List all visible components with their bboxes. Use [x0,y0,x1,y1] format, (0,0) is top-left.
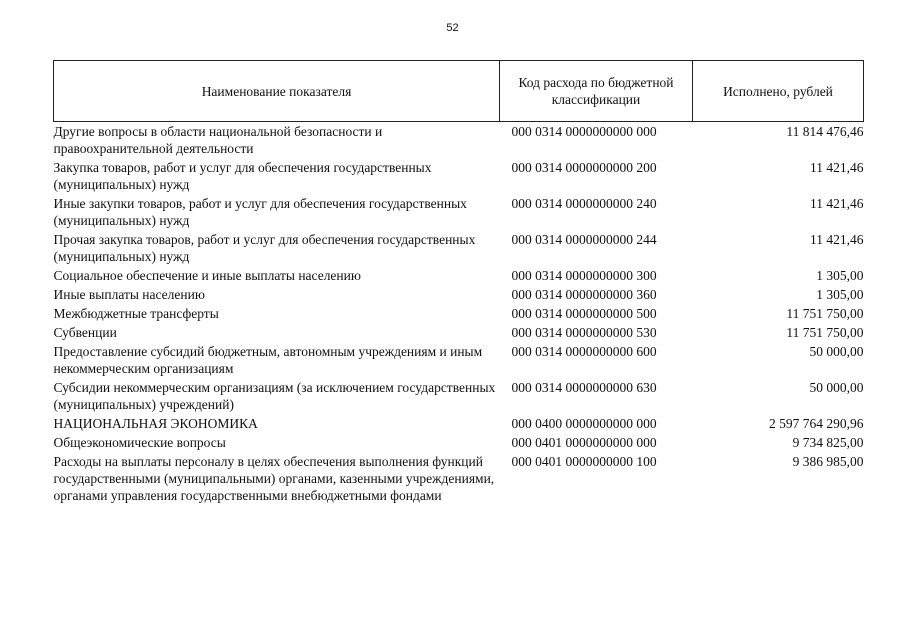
row-amount: 1 305,00 [816,287,864,302]
row-code: 000 0401 0000000000 000 [511,435,657,450]
row-code: 000 0314 0000000000 360 [511,287,657,302]
table-row [54,195,864,231]
row-amount: 11 421,46 [810,196,864,211]
row-amount: 11 751 750,00 [786,325,864,340]
header-row [54,61,864,122]
row-amount: 2 597 764 290,96 [769,416,864,431]
row-name: Субсидии некоммерческим организациям (за исключением государственных (муниципальных) учреждений) [53,380,496,412]
table-row [54,379,864,415]
row-amount: 11 421,46 [810,232,864,247]
header-code: Код расхода по бюджетной классификации [500,61,693,122]
row-code: 000 0400 0000000000 000 [511,416,657,431]
row-name: Иные закупки товаров, работ и услуг для обеспечения государственных (муниципальных) нужд [53,196,467,228]
row-name: НАЦИОНАЛЬНАЯ ЭКОНОМИКА [53,416,258,431]
table-body [54,122,864,507]
row-name: Другие вопросы в области национальной безопасности и правоохранительной деятельности [53,124,383,156]
row-amount: 11 814 476,46 [786,124,864,139]
expenditure-table [53,60,864,506]
table-row [54,286,864,305]
row-amount: 11 751 750,00 [786,306,864,321]
row-code: 000 0314 0000000000 630 [511,380,657,395]
row-code: 000 0314 0000000000 300 [511,268,657,283]
row-code: 000 0314 0000000000 244 [511,232,657,247]
row-amount: 9 734 825,00 [792,435,864,450]
row-code: 000 0314 0000000000 200 [511,160,657,175]
page-number: 52 [446,22,459,34]
table-header [54,61,864,122]
row-code: 000 0401 0000000000 100 [511,454,657,469]
table-row [54,434,864,453]
header-amount: Исполнено, рублей [693,61,864,122]
row-code: 000 0314 0000000000 500 [511,306,657,321]
row-name: Субвенции [53,325,117,340]
table-row [54,231,864,267]
row-name: Иные выплаты населению [53,287,205,302]
row-name: Расходы на выплаты персоналу в целях обеспечения выполнения функций государственными (муниципальными) органами, казенными учреждениями, органами управления государственными внебюджетными фондами [53,454,495,503]
table-row [54,159,864,195]
header-name: Наименование показателя [54,61,500,122]
table-row [54,305,864,324]
row-code: 000 0314 0000000000 000 [511,124,657,139]
row-code: 000 0314 0000000000 530 [511,325,657,340]
row-amount: 11 421,46 [810,160,864,175]
row-amount: 50 000,00 [809,344,864,359]
table-row [54,343,864,379]
table-row [54,267,864,286]
table-row [54,324,864,343]
row-name: Прочая закупка товаров, работ и услуг для обеспечения государственных (муниципальных) нужд [53,232,476,264]
row-amount: 1 305,00 [816,268,864,283]
table-row [54,415,864,434]
table-row [54,453,864,506]
row-amount: 50 000,00 [809,380,864,395]
row-code: 000 0314 0000000000 600 [511,344,657,359]
row-code: 000 0314 0000000000 240 [511,196,657,211]
row-amount: 9 386 985,00 [792,454,864,469]
row-name: Закупка товаров, работ и услуг для обеспечения государственных (муниципальных) нужд [53,160,432,192]
row-name: Общеэкономические вопросы [53,435,226,450]
row-name: Социальное обеспечение и иные выплаты населению [53,268,361,283]
row-name: Межбюджетные трансферты [53,306,219,321]
row-name: Предоставление субсидий бюджетным, автономным учреждениям и иным некоммерческим организациям [53,344,483,376]
table-row [54,122,864,160]
